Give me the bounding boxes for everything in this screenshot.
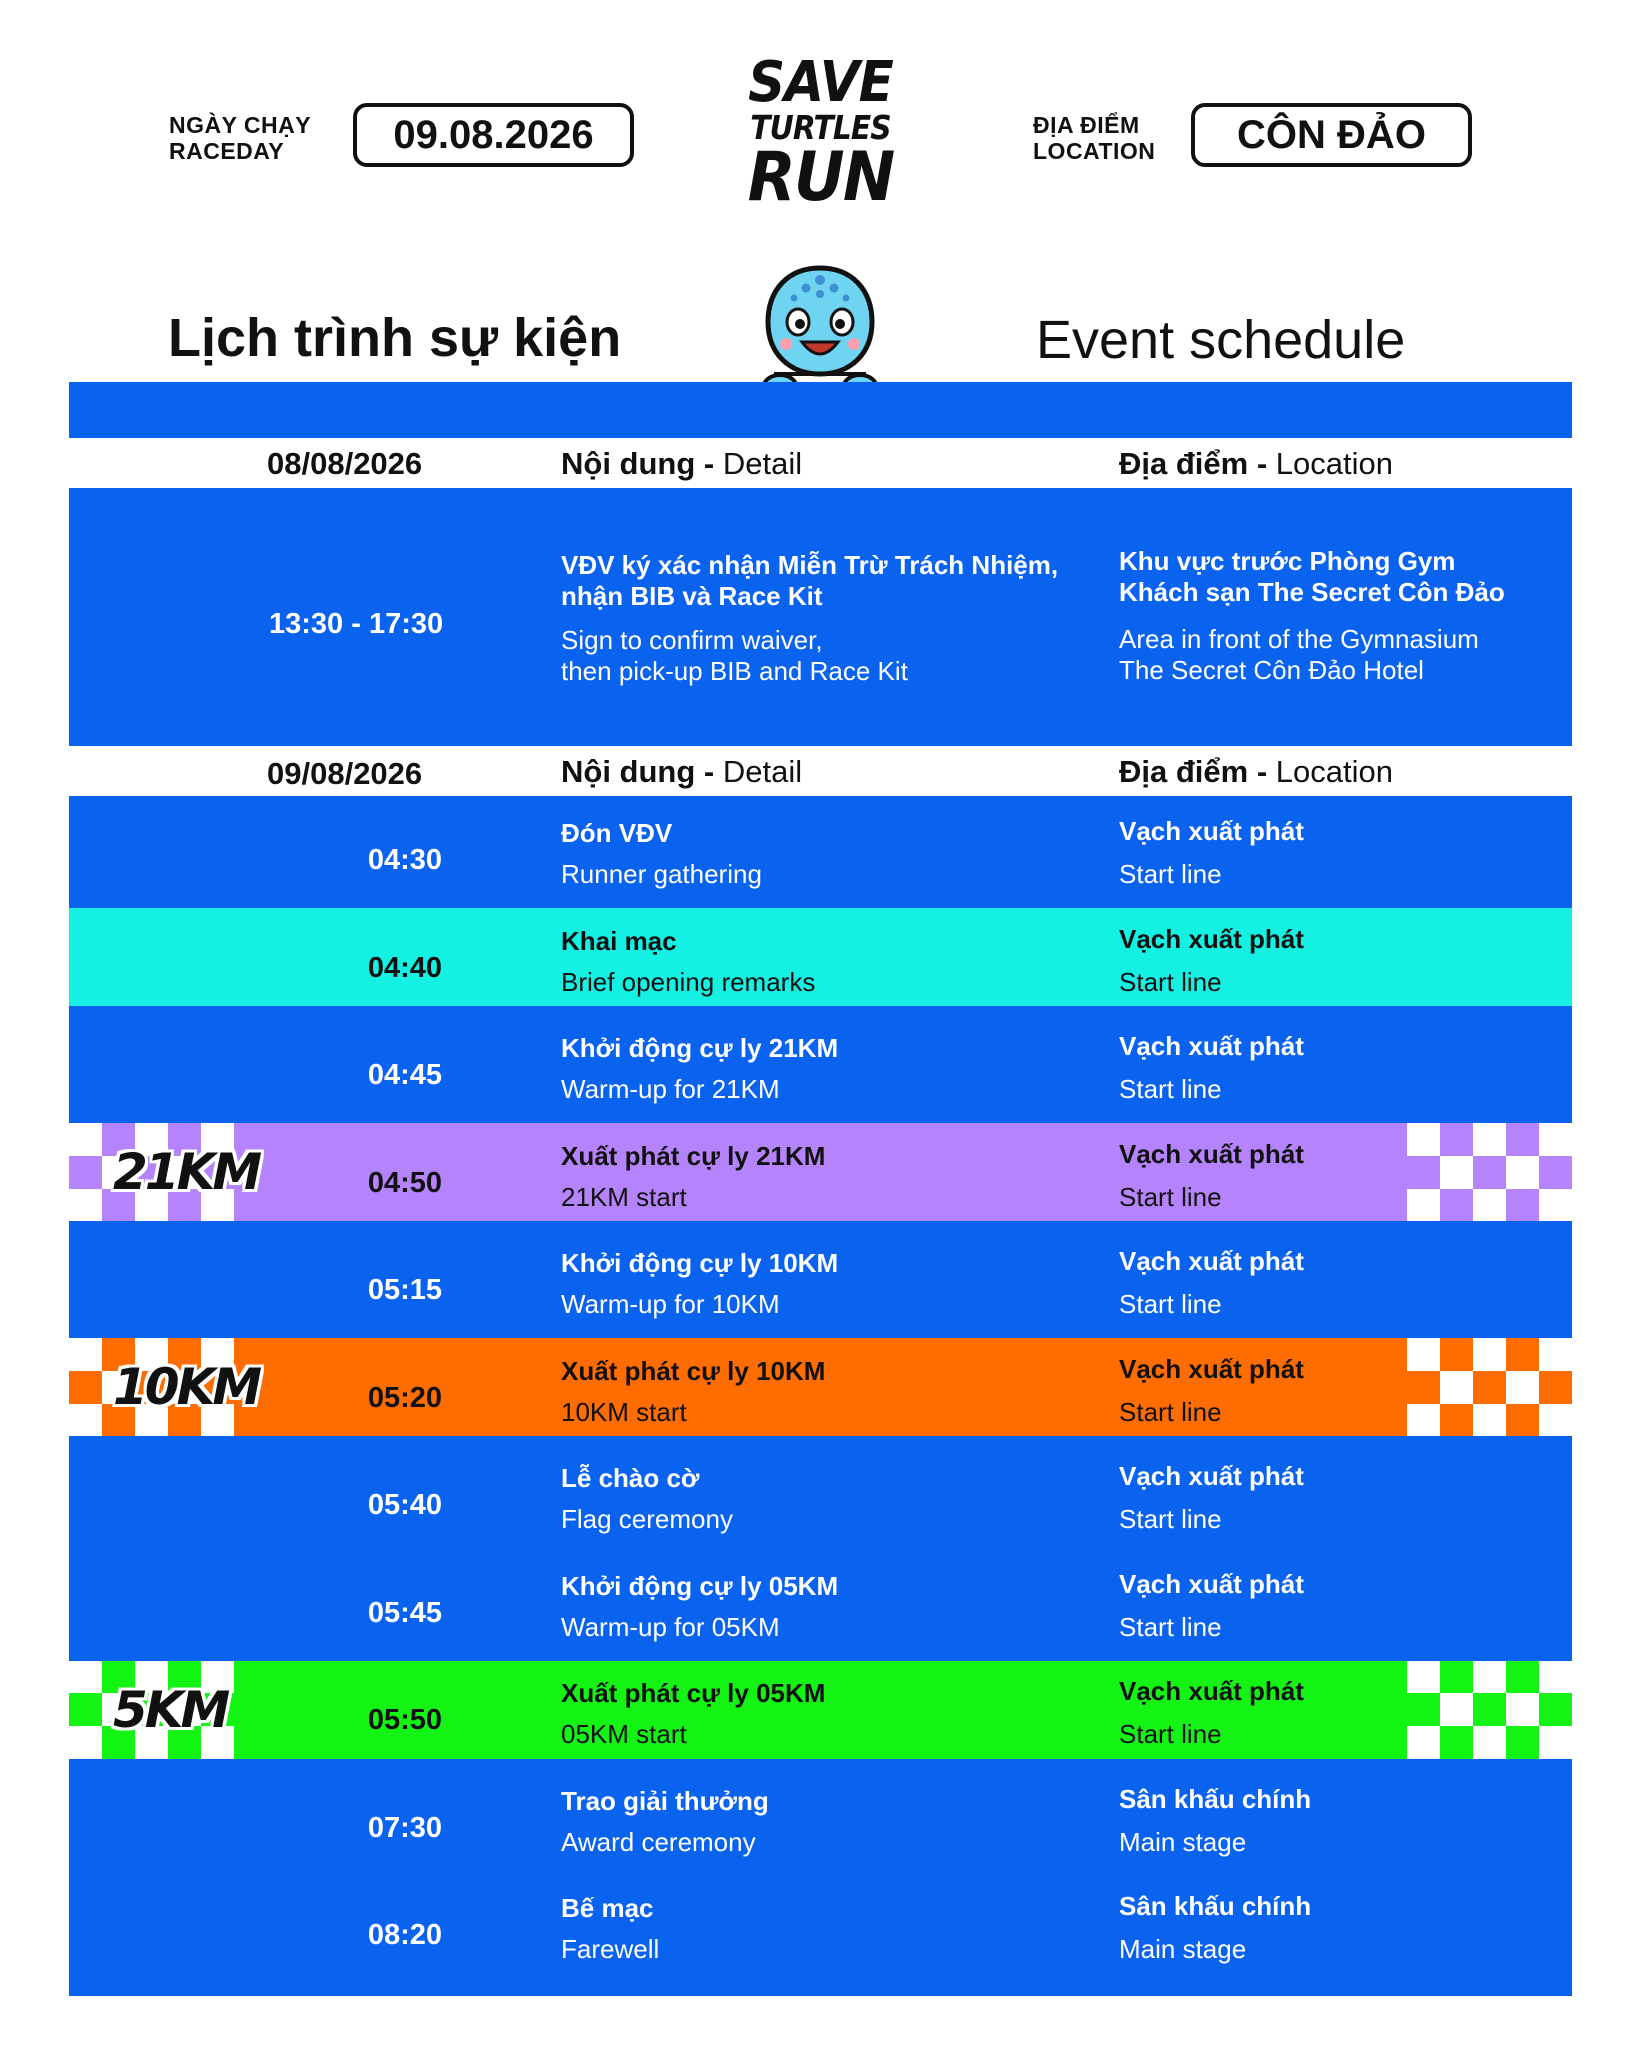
schedule-row <box>69 1011 1572 1119</box>
save-turtles-run-logo <box>738 50 903 217</box>
schedule-place-en: Start line <box>1119 1611 1222 1642</box>
schedule-content-en: 10KM start <box>561 1396 687 1427</box>
schedule-place-en: Main stage <box>1119 1934 1247 1964</box>
schedule-content-en: 21KM start <box>561 1181 687 1212</box>
day2-location-heading: Địa điểm - Location <box>1119 754 1394 789</box>
schedule-time: 05:15 <box>367 1274 442 1306</box>
schedule-time: 05:40 <box>367 1489 442 1521</box>
schedule-place-en: Start line <box>1119 1074 1222 1104</box>
schedule-time: 05:45 <box>367 1596 442 1629</box>
schedule-place-vi: Vạch xuất phát <box>1119 816 1304 846</box>
location-label-vi: ĐỊA ĐIỂM <box>1033 112 1140 138</box>
schedule-time: 05:50 <box>367 1704 442 1736</box>
schedule-content-vi: Lễ chào cờ <box>561 1463 700 1493</box>
location-label <box>1033 112 1155 164</box>
schedule-time: 05:20 <box>367 1381 442 1414</box>
schedule-time: 04:50 <box>367 1166 442 1199</box>
detail-heading-en: Detail <box>722 446 803 481</box>
schedule-place-en: Start line <box>1119 1504 1222 1534</box>
schedule-content-vi: Đón VĐV <box>561 818 673 848</box>
schedule-time: 04:40 <box>367 951 442 984</box>
schedule-place-en: Start line <box>1119 1719 1222 1749</box>
schedule-place-vi: Vạch xuất phát <box>1119 1138 1304 1169</box>
day1-header-row <box>69 438 1572 488</box>
schedule-content-vi: Khởi động cự ly 10KM <box>561 1248 839 1278</box>
schedule-time: 07:30 <box>367 1811 442 1844</box>
day1-content-vi-1: VĐV ký xác nhận Miễn Trừ Trách Nhiệm, <box>561 550 1059 580</box>
detail-heading-vi: Nội dung <box>561 754 696 789</box>
schedule-time: 04:45 <box>367 1059 442 1091</box>
logo-line-save: SAVE <box>748 50 893 115</box>
distance-badge: 10KM <box>113 1358 260 1417</box>
schedule-place-vi: Vạch xuất phát <box>1119 1031 1304 1061</box>
schedule-content-vi: Khởi động cự ly 05KM <box>561 1570 839 1601</box>
schedule-content-vi: Xuất phát cự ly 10KM <box>561 1355 826 1386</box>
raceday-label-en: RACEDAY <box>169 138 285 164</box>
schedule-place-en: Start line <box>1119 1396 1222 1427</box>
schedule-content-en: Warm-up for 05KM <box>561 1611 780 1642</box>
location-heading-en: Location <box>1275 754 1394 789</box>
schedule-content-en: 05KM start <box>561 1719 687 1749</box>
schedule-content-vi: Bế mạc <box>561 1893 654 1923</box>
schedule-content-en: Runner gathering <box>561 859 762 889</box>
schedule-content-en: Warm-up for 10KM <box>561 1289 780 1319</box>
checkered-flag-pattern <box>1407 1123 1572 1221</box>
day1-place-vi-1: Khu vực trước Phòng Gym <box>1119 546 1456 576</box>
event-schedule-table <box>69 382 1572 1996</box>
logo-line-turtles: TURTLES <box>750 108 891 147</box>
schedule-place-en: Start line <box>1119 1289 1222 1319</box>
schedule-row <box>69 1871 1572 1979</box>
schedule-place-vi: Vạch xuất phát <box>1119 1676 1304 1706</box>
checkered-flag-pattern <box>1407 1661 1572 1759</box>
location-value: CÔN ĐẢO <box>1191 103 1472 167</box>
day1-detail-heading: Nội dung - Detail <box>561 446 803 481</box>
day2-detail-heading: Nội dung - Detail <box>561 754 803 789</box>
schedule-content-vi: Trao giải thưởng <box>561 1785 769 1816</box>
location-heading-vi: Địa điểm <box>1119 446 1249 481</box>
schedule-content-en: Flag ceremony <box>561 1504 733 1534</box>
raceday-label <box>169 112 311 164</box>
schedule-content-en: Brief opening remarks <box>561 966 816 997</box>
schedule-place-vi: Sân khấu chính <box>1119 1783 1312 1814</box>
schedule-row <box>69 1764 1572 1872</box>
schedule-place-en: Start line <box>1119 966 1222 997</box>
schedule-content-en: Warm-up for 21KM <box>561 1074 780 1104</box>
day1-time: 13:30 - 17:30 <box>269 608 444 640</box>
schedule-content-vi: Khởi động cự ly 21KM <box>561 1033 839 1063</box>
day1-location-heading: Địa điểm - Location <box>1119 446 1394 481</box>
location-heading-vi: Địa điểm <box>1119 754 1249 789</box>
schedule-place-en: Start line <box>1119 1181 1222 1212</box>
schedule-place-en: Main stage <box>1119 1826 1247 1857</box>
day1-row <box>69 488 1572 744</box>
schedule-place-en: Start line <box>1119 859 1222 889</box>
raceday-label-vi: NGÀY CHẠY <box>169 112 312 138</box>
schedule-time: 04:30 <box>367 844 442 876</box>
schedule-place-vi: Vạch xuất phát <box>1119 1246 1304 1276</box>
schedule-row <box>69 1226 1572 1334</box>
schedule-row <box>69 1661 1572 1759</box>
schedule-content-en: Farewell <box>561 1934 660 1964</box>
schedule-place-vi: Vạch xuất phát <box>1119 1353 1304 1384</box>
schedule-row <box>69 1549 1572 1657</box>
schedule-row <box>69 908 1572 1006</box>
raceday-value: 09.08.2026 <box>353 103 634 167</box>
schedule-place-vi: Sân khấu chính <box>1119 1891 1312 1921</box>
schedule-row <box>69 1441 1572 1549</box>
distance-badge: 21KM <box>113 1143 260 1202</box>
distance-badge: 5KM <box>113 1680 228 1739</box>
schedule-place-vi: Vạch xuất phát <box>1119 1568 1304 1599</box>
title-vi: Lịch trình sự kiện <box>168 308 622 368</box>
day1-place-en-1: Area in front of the Gymnasium <box>1119 624 1479 654</box>
schedule-content-vi: Khai mạc <box>561 925 677 956</box>
turtle-mascot-icon <box>760 262 880 402</box>
schedule-content-vi: Xuất phát cự ly 21KM <box>561 1140 826 1171</box>
location-label-en: LOCATION <box>1033 138 1156 164</box>
schedule-content-vi: Xuất phát cự ly 05KM <box>561 1678 826 1708</box>
day1-content-en-1: Sign to confirm waiver, <box>561 625 823 655</box>
schedule-row <box>69 1338 1572 1436</box>
day2-header-row <box>69 746 1572 796</box>
location-heading-en: Location <box>1275 446 1394 481</box>
schedule-content-en: Award ceremony <box>561 1826 756 1857</box>
schedule-row <box>69 1123 1572 1221</box>
schedule-time: 08:20 <box>367 1919 442 1951</box>
day1-date: 08/08/2026 <box>267 446 423 481</box>
day1-place-en-2: The Secret Côn Đảo Hotel <box>1119 655 1424 685</box>
day1-place-vi-2: Khách sạn The Secret Côn Đảo <box>1119 577 1505 607</box>
title-en: Event schedule <box>1036 310 1406 370</box>
detail-heading-en: Detail <box>722 754 803 789</box>
detail-heading-vi: Nội dung <box>561 446 696 481</box>
schedule-place-vi: Vạch xuất phát <box>1119 923 1304 954</box>
checkered-flag-pattern <box>1407 1338 1572 1436</box>
schedule-row <box>69 796 1572 904</box>
schedule-place-vi: Vạch xuất phát <box>1119 1461 1304 1491</box>
day2-date: 09/08/2026 <box>267 756 423 791</box>
day1-content-en-2: then pick-up BIB and Race Kit <box>561 656 908 686</box>
logo-line-run: RUN <box>747 138 894 217</box>
day1-content-vi-2: nhận BIB và Race Kit <box>561 581 823 611</box>
